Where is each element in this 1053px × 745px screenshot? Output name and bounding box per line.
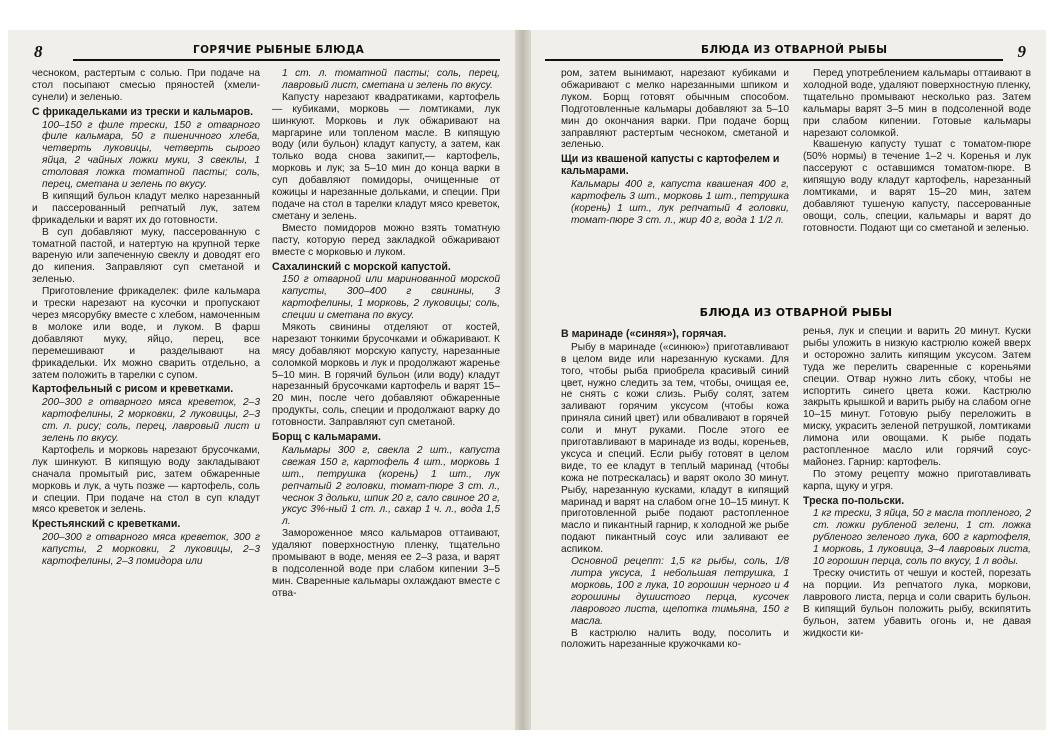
page-number-left: 8 [34, 42, 43, 61]
recipe-title: С фрикадельками из трески и кальмаров. [32, 105, 254, 118]
left-column-2 [272, 68, 500, 600]
header-rule-left [73, 59, 500, 61]
paragraph: В кипящий бульон кладут мелко нарезанный и пассерованный репчатый лук, затем фрикадельки и варят их до готовности. [32, 190, 260, 226]
ingredients-list: Кальмары 300 г, свекла 2 шт., капуста свежая 150 г, картофель 4 шт., морковь 1 шт., петрушка (корень) 1 шт., лук репчатый 2 головки, томат-пюре 3 ст. л., чеснок 3 дольки, шпик 20 г, сало свиное 20 г, уксус 3%-ный 1 ст. л., сахар 1 ч. л., вода 1,5 л. [282, 444, 500, 528]
paragraph: Вместо помидоров можно взять томатную пасту, которую перед закладкой обжаривают вместе с морковью и луком. [272, 222, 500, 258]
paragraph: Капусту нарезают квадратиками, картофель — кубиками, морковь — ломтиками, лук шинкуют. Морковь и лук обжаривают на маргарине или топленом масле. В кипящую воду (или бульон) кладут капусту, а затем, как только вода снова закипит,— картофель, морковь и лук; за 5–10 мин до конца варки в суп добавляют помидоры, очищенные от кожицы и нарезанные дольками, и специи. При подаче на стол в тарелки кладут мясо креветок, сметану и зелень. [272, 91, 500, 222]
recipe-title: Треска по-польски. [803, 494, 905, 507]
right-column-2-bottom [803, 326, 1031, 639]
recipe-title: Борщ с кальмарами. [272, 431, 381, 444]
paragraph: По этому рецепту можно приготавливать карпа, щуку и угря. [803, 468, 1031, 492]
right-column-1-top [561, 68, 789, 227]
recipe-title: Картофельный с рисом и креветками. [32, 383, 234, 396]
ingredients-list: 200–300 г отварного мяса креветок, 300 г капусты, 2 морковки, 2 луковицы, 2–3 картофелины, 2–3 помидора или [42, 532, 260, 567]
right-column-1-bottom [561, 326, 789, 651]
paragraph: Картофель и морковь нарезают брусочками, лук шинкуют. В кипящую воду закладывают сначала промытый рис, затем обжаренные морковь и лук, а чуть позже — картофель, соль и специи. При подаче на стол в суп кладут мясо креветок и зелень. [32, 444, 260, 516]
ingredients-list: 1 кг трески, 3 яйца, 50 г масла топленого, 2 ст. ложки рубленой зелени, 1 ст. ложка рубленого зеленого лука, 600 г картофеля, 1 морковь, 1 луковица, 3–4 лавровых листа, 10 горошин перца, соль по вкусу, 1 л воды. [813, 508, 1031, 568]
left-column-1 [32, 68, 260, 568]
page-right [530, 30, 1046, 730]
ingredients-list: Основной рецепт: 1,5 кг рыбы, соль, 1/8 литра уксуса, 1 небольшая петрушка, 1 морковь, 100 г лука, 10 горошин черного и 4 горошины душистого перца, кусочек лаврового листа, щепотка тимьяна, 150 г масла. [571, 556, 789, 627]
paragraph: Рыбу в маринаде («синюю») приготавливают в целом виде или нарезанную кусками. Для того, чтобы рыба приобрела красивый синий цвет, нужно следить за тем, чтобы, очищая ее, не снять с кожи слизь. Рыбу солят, затем заливают горячим уксусом (чтобы кожа приняла синий цвет) или обваливают в горячей соли и мнут руками. После этого ее приготавливают в маринаде из воды, кореньев, уксуса и специй. Если рыбу готовят в целом виде, то ее кладут в теплый маринад (чтобы кожа не потрескалась) и варят около 30 минут. Рыбу, нарезанную кусками, кладут в кипящий маринад и варят на слабом огне 10–15 минут. К приготовленной рыбе подают растопленное масло и пикантный гарнир, к холодной же рыбе подают пикантный соус или заливают ее аспиком. [561, 341, 789, 556]
running-head-left: ГОРЯЧИЕ РЫБНЫЕ БЛЮДА [193, 44, 365, 56]
ingredients-list: 200–300 г отварного мяса креветок, 2–3 картофелины, 2 морковки, 2 луковицы, 2–3 ст. л. рису; соль, перец, лавровый лист и зелень по вкусу. [42, 397, 260, 444]
ingredients-list: 150 г отварной или маринованной морской капусты, 300–400 г свинины, 3 картофелины, 1 морковь, 2 луковицы; соль, специи и сметана по вкусу. [282, 274, 500, 322]
recipe-title: В маринаде («синяя»), горячая. [561, 328, 727, 340]
ingredients-list: Кальмары 400 г, капуста квашеная 400 г, картофель 3 шт., морковь 1 шт., петрушка (корень) 1 шт., лук репчатый 4 головки, томат-пюре 3 ст. л., жир 40 г, вода 1 1/2 л. [571, 178, 789, 226]
ingredients-list: 1 ст. л. томатной пасты; соль, перец, лавровый лист, сметана и зелень по вкусу. [282, 68, 500, 91]
paragraph: Мякоть свинины отделяют от костей, нарезают тонкими брусочками и обжаривают. К мясу добавляют морскую капусту, нарезанные соломкой морковь и лук и продолжают жаренье 5–10 мин. В горячий бульон (или воду) кладут нарезанный брусочками картофель и варят 15–20 мин, после чего добавляют обжаренные продукты, соль, специи и продолжают варку до готовности. Заправляют суп сметаной. [272, 321, 500, 429]
paragraph: В суп добавляют муку, пассерованную с томатной пастой, и натертую на крупной терке вареную или запеченную свеклу и доводят его до кипения. Заправляют суп сметаной и зеленью. [32, 226, 260, 286]
paragraph: ренья, лук и специи и варить 20 минут. Куски рыбы уложить в низкую кастрюлю кожей вверх и осторожно залить кипящим уксусом. Затем туда же перелить сваренные с кореньями специи. Отвар нужно лить сбоку, чтобы не испортить синего цвета кожи. Кастрюлю закрыть крышкой и варить рыбу на слабом огне 10–15 минут. Готовую рыбу переложить в миску, украсить зеленой петрушкой, ломтиками лимона или овощами. К рыбе подать растопленное масло или горячий соус-майонез. Гарнир: картофель. [803, 326, 1031, 468]
recipe-title: Сахалинский с морской капустой. [272, 260, 451, 273]
paragraph: Замороженное мясо кальмаров оттаивают, удаляют поверхностную пленку, тщательно промывают в воде, меняя ее 2–3 раза, и варят в подсоленной воде при слабом кипении 3–5 мин. Сваренные кальмары охлаждают вместе с отва- [272, 528, 500, 599]
paragraph: Квашеную капусту тушат с томатом-пюре (50% нормы) в течение 1–2 ч. Коренья и лук пассеруют с оставшимся томатом-пюре. В кипящую воду кладут картофель, нарезанный ломтиками, и варят 15–20 мин, затем добавляют тушеную капусту, пассерованные овощи, соль, специи, кальмары и варят до готовности. Подают щи со сметаной и зеленью. [803, 139, 1031, 234]
recipe-title: Щи из квашеной капусты с картофелем и кальмарами. [561, 153, 780, 178]
paragraph: чесноком, растертым с солью. При подаче на стол посыпают смесью пряностей (хмели-сунели) и зеленью. [32, 68, 260, 103]
page-number-right: 9 [1017, 42, 1026, 61]
paragraph: ром, затем вынимают, нарезают кубиками и обжаривают с мелко нарезанными шпиком и луком. Борщ готовят обычным способом. Подготовленные кальмары добавляют за 5–10 мин до окончания варки. При подаче борщ заправляют растертым чесноком, сметаной и зеленью. [561, 68, 789, 151]
paragraph: В кастрюлю налить воду, посолить и положить нарезанные кружочками ко- [561, 627, 789, 651]
right-column-2-top [803, 68, 1031, 235]
paragraph: Перед употреблением кальмары оттаивают в холодной воде, удаляют поверхностную пленку, тщательно промывают несколько раз. Затем кальмары варят 3–5 мин в подсоленной воде при слабом кипении. Готовые кальмары нарезают соломкой. [803, 68, 1031, 139]
ingredients-list: 100–150 г филе трески, 150 г отварного филе кальмара, 50 г пшеничного хлеба, четверть луковицы, четверть сырого яйца, 2 чайных ложки муки, 3 свеклы, 1 столовая ложка томатной пасты; соль, перец, сметана и зелень по вкусу. [42, 119, 260, 191]
paragraph: Приготовление фрикаделек: филе кальмара и трески нарезают на кусочки и пропускают через мясорубку вместе с хлебом, намоченным в молоке или воде, и луком. В фарш добавляют муку, яйцо, перец, все перемешивают и разделывают на фрикадельки. Их можно сварить отдельно, а затем положить в тарелки с супом. [32, 286, 260, 381]
section-title: БЛЮДА ИЗ ОТВАРНОЙ РЫБЫ [699, 306, 893, 319]
page-left [8, 30, 516, 730]
book-gutter [515, 30, 530, 730]
recipe-title: Крестьянский с креветками. [32, 518, 181, 531]
paragraph: Треску очистить от чешуи и костей, порезать на порции. Из репчатого лука, моркови, лаврового листа, перца и соли сварить бульон. В кипящий бульон положить рыбу, вскипятить бульон, затем убавить огонь и, не давая жидкости ки- [803, 568, 1031, 639]
running-head-right: БЛЮДА ИЗ ОТВАРНОЙ РЫБЫ [701, 44, 888, 56]
header-rule-right [545, 59, 1003, 61]
